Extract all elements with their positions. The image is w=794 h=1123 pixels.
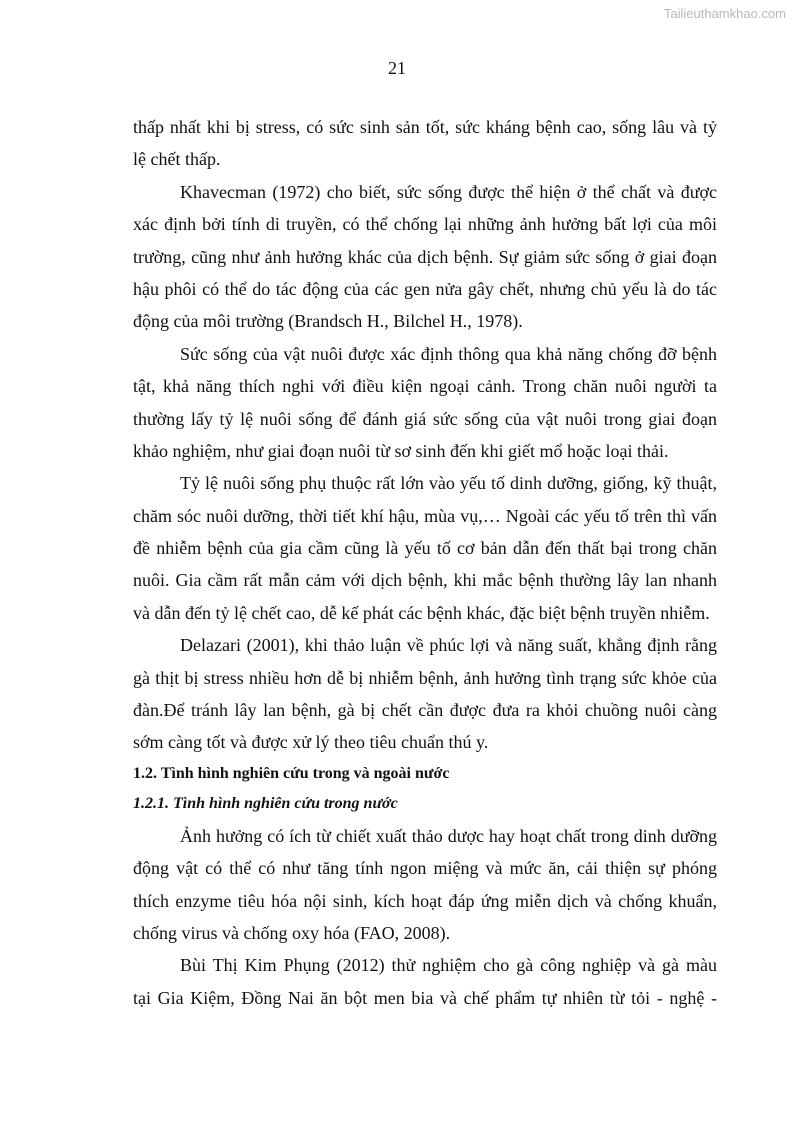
text-line: thích enzyme tiêu hóa nội sinh, kích hoạt đáp ứng miễn dịch và chống khuẩn, — [133, 890, 717, 911]
body-text-after-headings — [133, 820, 717, 1014]
text-line: động vật có thể có như tăng tính ngon miệng và mức ăn, cải thiện sự phóng — [133, 858, 717, 879]
text-line: và dẫn đến tỷ lệ chết cao, dễ kế phát các bệnh khác, đặc biệt bệnh truyền nhiễm. — [133, 602, 710, 623]
text-line: tại Gia Kiệm, Đồng Nai ăn bột men bia và chế phẩm tự nhiên từ tỏi - nghệ - — [133, 987, 717, 1008]
text-line: thấp nhất khi bị stress, có sức sinh sản tốt, sức kháng bệnh cao, sống lâu và tỷ — [133, 117, 717, 137]
text-line: đề nhiễm bệnh của gia cầm cũng là yếu tố cơ bản dẫn đến thất bại trong chăn — [133, 538, 717, 559]
text-line: động của môi trường (Brandsch H., Bilchel H., 1978). — [133, 311, 523, 332]
text-line: khảo nghiệm, như giai đoạn nuôi từ sơ sinh đến khi giết mổ hoặc loại thải. — [133, 440, 669, 461]
text-line: trường, cũng như ảnh hưởng khác của dịch bệnh. Sự giảm sức sống ở giai đoạn — [133, 246, 717, 267]
text-line: tật, khả năng thích nghi với điều kiện ngoại cảnh. Trong chăn nuôi người ta — [133, 376, 717, 397]
text-line: nuôi. Gia cầm rất mẫn cảm với dịch bệnh, khi mắc bệnh thường lây lan nhanh — [133, 570, 717, 591]
paragraph — [133, 629, 717, 759]
page-number: 21 — [388, 58, 406, 78]
text-line: Sức sống của vật nuôi được xác định thông qua khả năng chống đỡ bệnh — [180, 343, 717, 364]
text-line: Bùi Thị Kim Phụng (2012) thử nghiệm cho gà công nghiệp và gà màu — [180, 955, 717, 976]
text-line: xác định bởi tính di truyền, có thể chống lại những ảnh hưởng bất lợi của môi — [133, 214, 717, 235]
paragraph — [133, 467, 717, 629]
paragraph — [133, 111, 717, 176]
text-line: lệ chết thấp. — [133, 149, 221, 170]
text-line: đàn.Để tránh lây lan bệnh, gà bị chết cần được đưa ra khỏi chuồng nuôi càng — [133, 700, 717, 721]
body-text-before-headings — [133, 111, 717, 759]
paragraph — [133, 176, 717, 338]
text-line: thường lấy tỷ lệ nuôi sống để đánh giá sức sống của vật nuôi trong giai đoạn — [133, 408, 717, 429]
paragraph — [133, 338, 717, 468]
page-body — [133, 111, 717, 1014]
subsection-heading: 1.2.1. Tình hình nghiên cứu trong nước — [133, 795, 398, 813]
text-line: Tỷ lệ nuôi sống phụ thuộc rất lớn vào yếu tố dinh dưỡng, giống, kỹ thuật, — [180, 473, 717, 494]
text-line: chăm sóc nuôi dưỡng, thời tiết khí hậu, mùa vụ,… Ngoài các yếu tố trên thì vấn — [133, 505, 717, 526]
paragraph — [133, 820, 717, 950]
text-line: Ảnh hưởng có ích từ chiết xuất thảo dược hay hoạt chất trong dinh dưỡng — [180, 825, 717, 846]
section-heading: 1.2. Tình hình nghiên cứu trong và ngoài nước — [133, 764, 450, 782]
text-line: hậu phôi có thể do tác động của các gen nửa gây chết, nhưng chủ yếu là do tác — [133, 278, 717, 299]
watermark: Tailieuthamkhao.com — [663, 6, 786, 21]
text-line: Khavecman (1972) cho biết, sức sống được thể hiện ở thể chất và được — [180, 181, 717, 202]
text-line: Delazari (2001), khi thảo luận về phúc lợi và năng suất, khẳng định rằng — [180, 635, 717, 656]
text-line: sớm càng tốt và được xử lý theo tiêu chuẩn thú y. — [133, 732, 489, 753]
text-line: gà thịt bị stress nhiều hơn dễ bị nhiễm bệnh, ảnh hưởng tình trạng sức khỏe của — [133, 667, 717, 688]
text-line: chống virus và chống oxy hóa (FAO, 2008). — [133, 922, 451, 943]
paragraph — [133, 949, 717, 1014]
